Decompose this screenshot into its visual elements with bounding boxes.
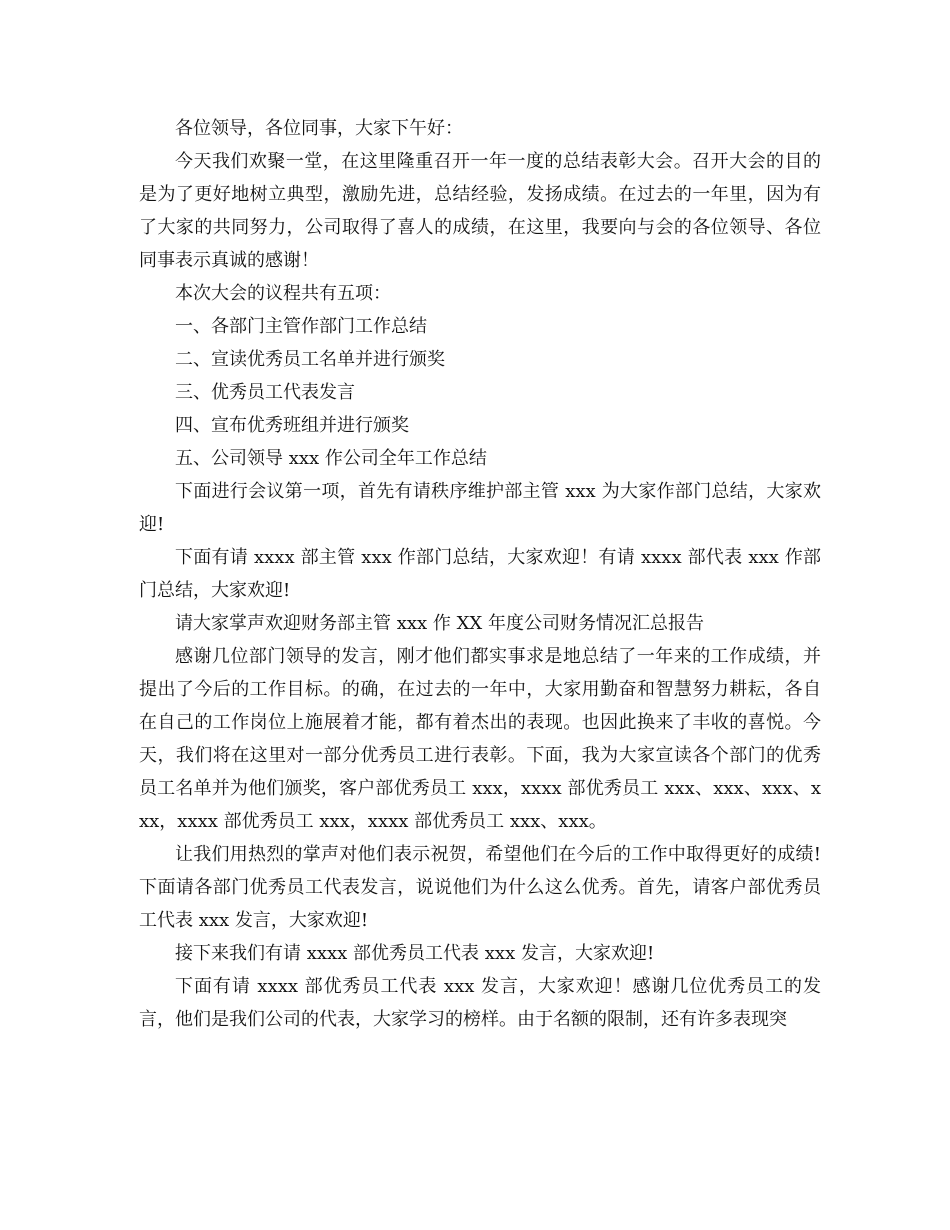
paragraph-dept-summaries: 下面有请 xxxx 部主管 xxx 作部门总结，大家欢迎！有请 xxxx 部代表 xxx 作部门总结，大家欢迎! [139,547,821,601]
paragraph-awards: 感谢几位部门领导的发言，刚才他们都实事求是地总结了一年来的工作成绩，并提出了今后的工作目标。的确，在过去的一年中，大家用勤奋和智慧努力耕耘，各自在自己的工作岗位上施展着才能，都有着杰出的表现。也因此换来了丰收的喜悦。今天，我们将在这里对一部分优秀员工进行表彰。下面，我为大家宣读各个部门的优秀员工名单并为他们颁奖，客户部优秀员工 xxx，xxxx 部优秀员工 xxx、xxx、xxx、xxx，xxxx 部优秀员工 xxx，xxxx 部优秀员工 xxx、xxx。 [139,646,821,832]
paragraph-greeting: 各位领导，各位同事，大家下午好： [175,118,463,139]
paragraph-congratulations: 让我们用热烈的掌声对他们表示祝贺，希望他们在今后的工作中取得更好的成绩!下面请各部门优秀员工代表发言，说说他们为什么这么优秀。首先，请客户部优秀员工代表 xxx 发言，大家欢迎! [139,844,821,931]
paragraph-agenda-intro: 本次大会的议程共有五项： [175,283,391,304]
agenda-item-5: 五、公司领导 xxx 作公司全年工作总结 [175,448,487,469]
paragraph-next-speaker: 接下来我们有请 xxxx 部优秀员工代表 xxx 发言，大家欢迎! [175,943,655,964]
agenda-item-4: 四、宣布优秀班组并进行颁奖 [175,415,409,436]
agenda-item-3: 三、优秀员工代表发言 [175,382,355,403]
document-page [139,112,821,1036]
paragraph-closing-fragment: 下面有请 xxxx 部优秀员工代表 xxx 发言，大家欢迎！感谢几位优秀员工的发言，他们是我们公司的代表，大家学习的榜样。由于名额的限制，还有许多表现突 [139,976,821,1030]
agenda-item-2: 二、宣读优秀员工名单并进行颁奖 [175,349,445,370]
paragraph-opening: 今天我们欢聚一堂，在这里隆重召开一年一度的总结表彰大会。召开大会的目的是为了更好地树立典型，激励先进，总结经验，发扬成绩。在过去的一年里，因为有了大家的共同努力，公司取得了喜人的成绩，在这里，我要向与会的各位领导、各位同事表示真诚的感谢！ [139,151,821,271]
paragraph-finance-report: 请大家掌声欢迎财务部主管 xxx 作 XX 年度公司财务情况汇总报告 [175,613,704,634]
paragraph-first-item: 下面进行会议第一项，首先有请秩序维护部主管 xxx 为大家作部门总结，大家欢迎! [139,481,821,535]
agenda-item-1: 一、各部门主管作部门工作总结 [175,316,427,337]
